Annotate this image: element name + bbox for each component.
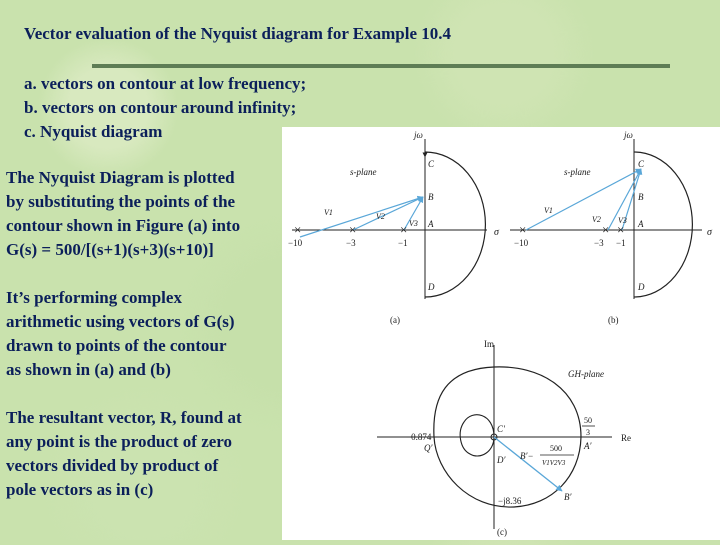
panel-a-tick-m10: −10 — [288, 238, 303, 248]
panel-c-gh-plane — [377, 339, 631, 537]
panel-c-gain-prefix: B′− — [520, 451, 534, 461]
nyquist-figure — [282, 127, 720, 540]
panel-b-plane-label: s-plane — [564, 167, 591, 177]
panel-a-label-v2: V2 — [376, 212, 385, 221]
paragraph-line: as shown in (a) and (b) — [6, 360, 171, 379]
panel-a-contour — [425, 152, 485, 297]
paragraph-line: The Nyquist Diagram is plotted — [6, 168, 235, 187]
panel-a-plane-label: s-plane — [350, 167, 377, 177]
paragraph-line: drawn to points of the contour — [6, 336, 227, 355]
panel-b-tick-m1: −1 — [616, 238, 626, 248]
panel-c-value-mj836: −j8.36 — [498, 496, 522, 506]
subtitle-line-a: a. vectors on contour at low frequency; — [24, 74, 307, 93]
pole-marker-icon: × — [519, 222, 527, 237]
pole-marker-icon: × — [349, 222, 357, 237]
panel-a-point-a: A — [428, 219, 434, 229]
panel-a-s-plane — [288, 130, 500, 325]
panel-b-tick-m3: −3 — [594, 238, 604, 248]
pole-marker-icon: × — [400, 222, 408, 237]
panel-a-tick-m1: −1 — [398, 238, 408, 248]
panel-b-jw-label: jω — [624, 130, 633, 140]
panel-c-plane-label: GH-plane — [568, 369, 604, 379]
paragraph-line: pole vectors as in (c) — [6, 480, 154, 499]
slide-title: Vector evaluation of the Nyquist diagram for Example 10.4 — [24, 24, 452, 43]
panel-b-point-b: B — [638, 192, 644, 202]
panel-a-point-d: D — [428, 282, 435, 292]
subtitle-line-c: c. Nyquist diagram — [24, 122, 163, 141]
paragraph-line: contour shown in Figure (a) into — [6, 216, 241, 235]
panel-c-re-label: Re — [621, 433, 631, 443]
panel-c-gain-num: 500 — [550, 444, 562, 453]
paragraph-line: It’s performing complex — [6, 288, 182, 307]
panel-a-label-v3: V3 — [409, 219, 418, 228]
paragraph-line: G(s) = 500/[(s+1)(s+3)(s+10)] — [6, 240, 214, 259]
panel-b-point-a: A — [638, 219, 644, 229]
panel-a-label-v1: V1 — [324, 208, 333, 217]
panel-b-point-d: D — [638, 282, 645, 292]
panel-c-frac-num: 50 — [584, 416, 592, 425]
panel-c-point-bprime: B′ — [564, 492, 572, 502]
panel-a-point-c: C — [428, 159, 435, 169]
pole-marker-icon: × — [617, 222, 625, 237]
panel-b-caption: (b) — [608, 315, 619, 325]
panel-b-sigma-label: σ — [707, 227, 712, 238]
paragraph-line: The resultant vector, R, found at — [6, 408, 242, 427]
panel-c-point-dprime: D′ — [497, 455, 506, 465]
title-divider — [92, 64, 670, 68]
panel-a-tick-m3: −3 — [346, 238, 356, 248]
panel-b-tick-m10: −10 — [514, 238, 529, 248]
paragraph-arithmetic — [6, 286, 291, 382]
panel-c-point-aprime: A′ — [584, 441, 592, 451]
panel-c-caption: (c) — [497, 527, 507, 537]
paragraph-line: any point is the product of zero — [6, 432, 233, 451]
panel-b-label-v1: V1 — [544, 206, 553, 215]
panel-c-gain-den: V1V2V3 — [542, 459, 566, 467]
panel-b-point-c: C — [638, 159, 645, 169]
panel-b-label-v2: V2 — [592, 215, 601, 224]
panel-b-s-plane — [510, 130, 713, 325]
panel-a-jw-label: jω — [414, 130, 423, 140]
paragraph-line: vectors divided by product of — [6, 456, 219, 475]
pole-marker-icon: × — [602, 222, 610, 237]
pole-marker-icon: × — [294, 222, 302, 237]
paragraph-plotting — [6, 166, 291, 262]
panel-c-value-m0874: −0.874 — [406, 432, 432, 442]
paragraph-line: arithmetic using vectors of G(s) — [6, 312, 235, 331]
paragraph-line: by substituting the points of the — [6, 192, 236, 211]
panel-c-im-label: Im — [484, 339, 494, 349]
panel-c-frac-den: 3 — [586, 428, 590, 437]
subtitle-list — [24, 72, 306, 144]
subtitle-line-b: b. vectors on contour around infinity; — [24, 98, 297, 117]
panel-a-point-b: B — [428, 192, 434, 202]
panel-b-label-v3: V3 — [618, 216, 627, 225]
panel-c-point-qprime: Q′ — [424, 443, 433, 453]
panel-a-caption: (a) — [390, 315, 400, 325]
paragraph-resultant — [6, 406, 291, 502]
panel-c-nyquist-inner — [460, 415, 494, 456]
panel-c-point-cprime: C′ — [497, 424, 505, 434]
panel-a-sigma-label: σ — [494, 227, 499, 238]
